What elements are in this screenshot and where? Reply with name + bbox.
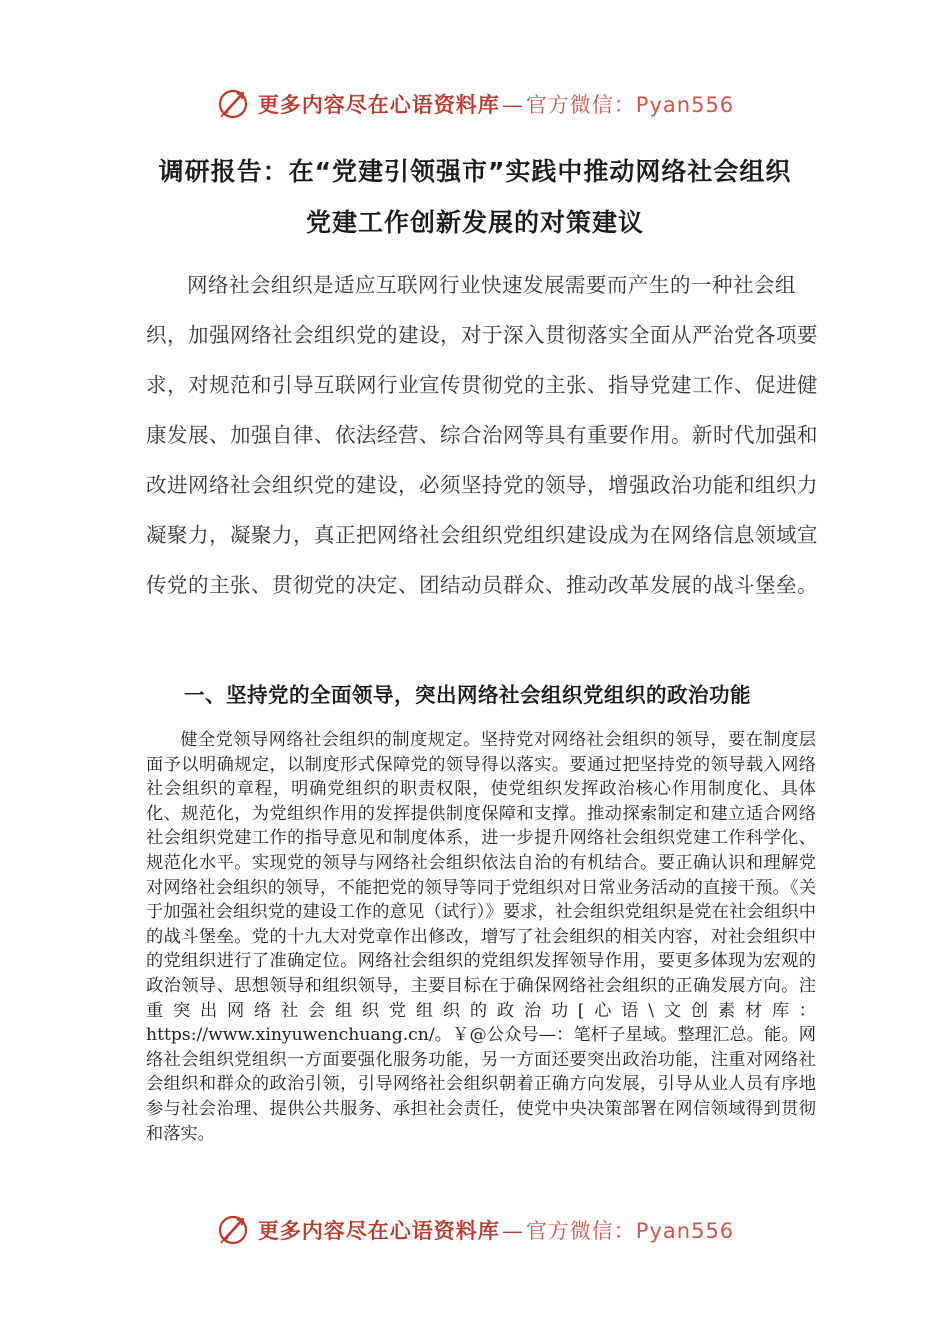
footer-banner-main: 更多内容尽在心语资料库	[257, 1218, 500, 1243]
header-banner-separator: —	[501, 93, 524, 117]
footer-banner-text	[258, 1215, 734, 1245]
document-title-line-1: 调研报告：在“党建引领强市”实践中推动网络社会组织	[158, 157, 792, 186]
intro-paragraph: 网络社会组织是适应互联网行业快速发展需要而产生的一种社会组织，加强网络社会组织党的建设，对于深入贯彻落实全面从严治党各项要求，对规范和引导互联网行业宣传贯彻党的主张、指导党建工作、促进健康发展、加强自律、依法经营、综合治网等具有重要作用。新时代加强和改进网络社会组织党的建设，必须坚持党的领导，增强政治功能和组织力凝聚力，凝聚力，真正把网络社会组织党组织建设成为在网络信息领域宣传党的主张、贯彻党的决定、团结动员群众、推动改革发展的战斗堡垒。	[146, 273, 818, 597]
header-banner-contact: 官方微信：Pyan556	[525, 93, 735, 117]
footer-banner-contact: 官方微信：Pyan556	[525, 1219, 735, 1243]
footer-banner	[0, 1210, 950, 1250]
footer-banner-separator: —	[501, 1219, 524, 1243]
header-banner	[0, 84, 950, 124]
section-1-heading: 一、坚持党的全面领导，突出网络社会组织党组织的政治功能	[184, 683, 751, 707]
pen-logo-icon	[216, 87, 250, 121]
pen-logo-icon	[216, 1213, 250, 1247]
document-title-line-2: 党建工作创新发展的对策建议	[305, 208, 644, 237]
header-banner-text	[258, 89, 734, 119]
section-1-paragraph: 健全党领导网络社会组织的制度规定。坚持党对网络社会组织的领导，要在制度层面予以明确规定，以制度形式保障党的领导得以落实。要通过把坚持党的领导载入网络社会组织的章程，明确党组织的职责权限，使党组织发挥政治核心作用制度化、具体化、规范化，为党组织作用的发挥提供制度保障和支撑。推动探索制定和建立适合网络社会组织党建工作的指导意见和制度体系，进一步提升网络社会组织党建工作科学化、规范化水平。实现党的领导与网络社会组织依法自治的有机结合。要正确认识和理解党对网络社会组织的领导，不能把党的领导等同于党组织对日常业务活动的直接干预。《关于加强社会组织党的建设工作的意见（试行）》要求，社会组织党组织是党在社会组织中的战斗堡垒。党的十九大对党章作出修改，增写了社会组织的相关内容，对社会组织中的党组织进行了准确定位。网络社会组织的党组织发挥领导作用，要更多体现为宏观的政治领导、思想领导和组织领导，主要目标在于确保网络社会组织的正确发展方向。注重突出网络社会组织党组织的政治功[心语\文创素材库：https://www.xinyuwenchuang.cn/。￥@公众号—：笔杆子星域。整理汇总。能。网络社会组织党组织一方面要强化服务功能，另一方面还要突出政治功能，注重对网络社会组织和群众的政治引领，引导网络社会组织朝着正确方向发展，引导从业人员有序地参与社会治理、提供公共服务、承担社会责任，使党中央决策部署在网信领域得到贯彻和落实。	[146, 730, 816, 1144]
header-banner-main: 更多内容尽在心语资料库	[257, 92, 500, 117]
